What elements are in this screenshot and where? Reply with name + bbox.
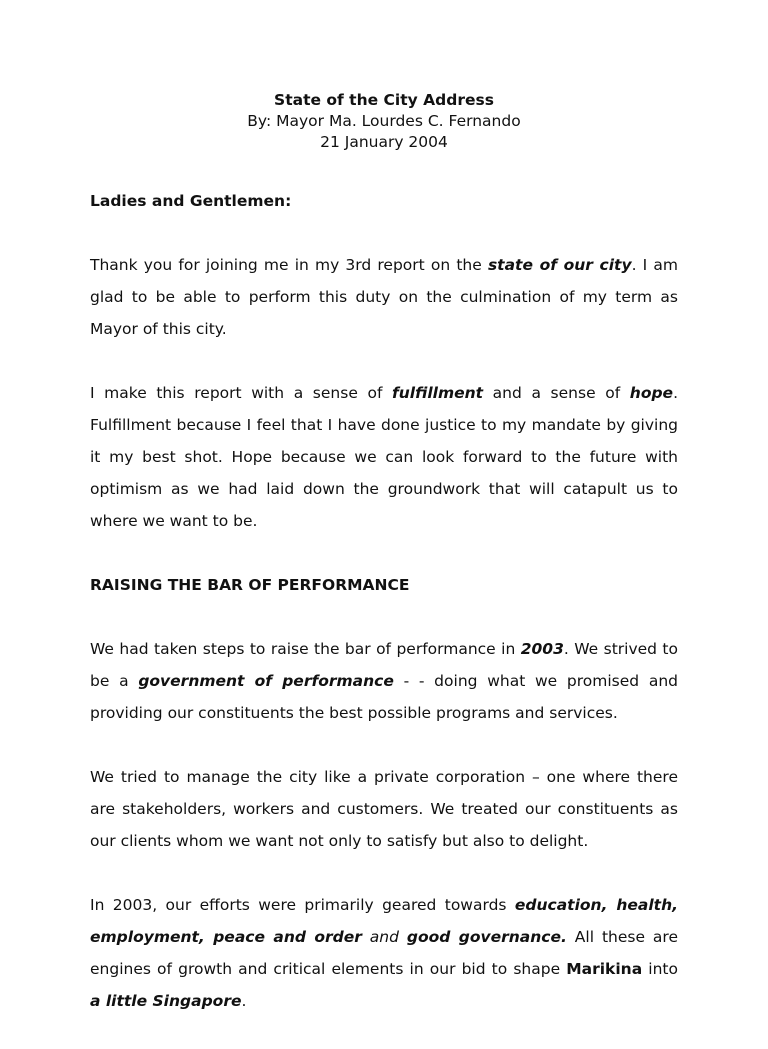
title-block <box>90 90 678 153</box>
p2-text-a: I make this report with a sense of <box>90 384 393 402</box>
p1-text-a: Thank you for joining me in my 3rd report on the <box>90 256 488 274</box>
document-date: 21 January 2004 <box>320 133 448 151</box>
paragraph-1 <box>90 249 678 345</box>
p1-emphasis: state of our city <box>487 256 632 274</box>
p5-text-i: . <box>241 992 247 1010</box>
byline: By: Mayor Ma. Lourdes C. Fernando <box>247 112 521 130</box>
p3-emphasis-year: 2003 <box>520 640 564 658</box>
p5-marikina: Marikina <box>566 960 643 978</box>
document-page <box>90 90 678 1049</box>
p1-text-c: . I am glad to be able to perform this duty on the culmination of my term as Mayor of this city. <box>90 256 678 338</box>
p5-emphasis-sectors: education, health, employment, peace and order <box>90 896 678 946</box>
p5-text-and: and <box>361 928 407 946</box>
paragraph-2 <box>90 377 678 537</box>
salutation: Ladies and Gentlemen: <box>90 192 292 210</box>
p5-text-e: All these are engines of growth and critical elements in our bid to shape <box>90 928 678 978</box>
paragraph-5 <box>90 889 678 1017</box>
p5-emphasis-governance: good governance. <box>406 928 567 946</box>
p2-emphasis-fulfillment: fulfillment <box>392 384 484 402</box>
p5-text-g: into <box>642 960 678 978</box>
paragraph-4: We tried to manage the city like a private corporation – one where there are stakeholders, workers and customers. We treated our constituents as our clients whom we want not only to satisfy but also to delight. <box>90 768 678 850</box>
p5-text-a: In 2003, our efforts were primarily geared towards <box>90 896 515 914</box>
p5-emphasis-singapore: a little Singapore <box>90 992 242 1010</box>
p3-text-a: We had taken steps to raise the bar of performance in <box>90 640 521 658</box>
p3-emphasis-government: government of performance <box>138 672 394 690</box>
p2-text-e: . Fulfillment because I feel that I have done justice to my mandate by giving it my best shot. Hope because we can look forward to the future with optimism as we had laid down the groundwork that will catapult us to where we want to be. <box>90 384 679 530</box>
document-title: State of the City Address <box>274 91 494 109</box>
p2-text-c: and a sense of <box>483 384 630 402</box>
p3-text-e: - - doing what we promised and providing our constituents the best possible programs and services. <box>90 672 678 722</box>
paragraph-3 <box>90 633 678 729</box>
section-heading: RAISING THE BAR OF PERFORMANCE <box>90 576 410 594</box>
p2-emphasis-hope: hope <box>629 384 674 402</box>
p3-text-c: . We strived to be a <box>90 640 678 690</box>
